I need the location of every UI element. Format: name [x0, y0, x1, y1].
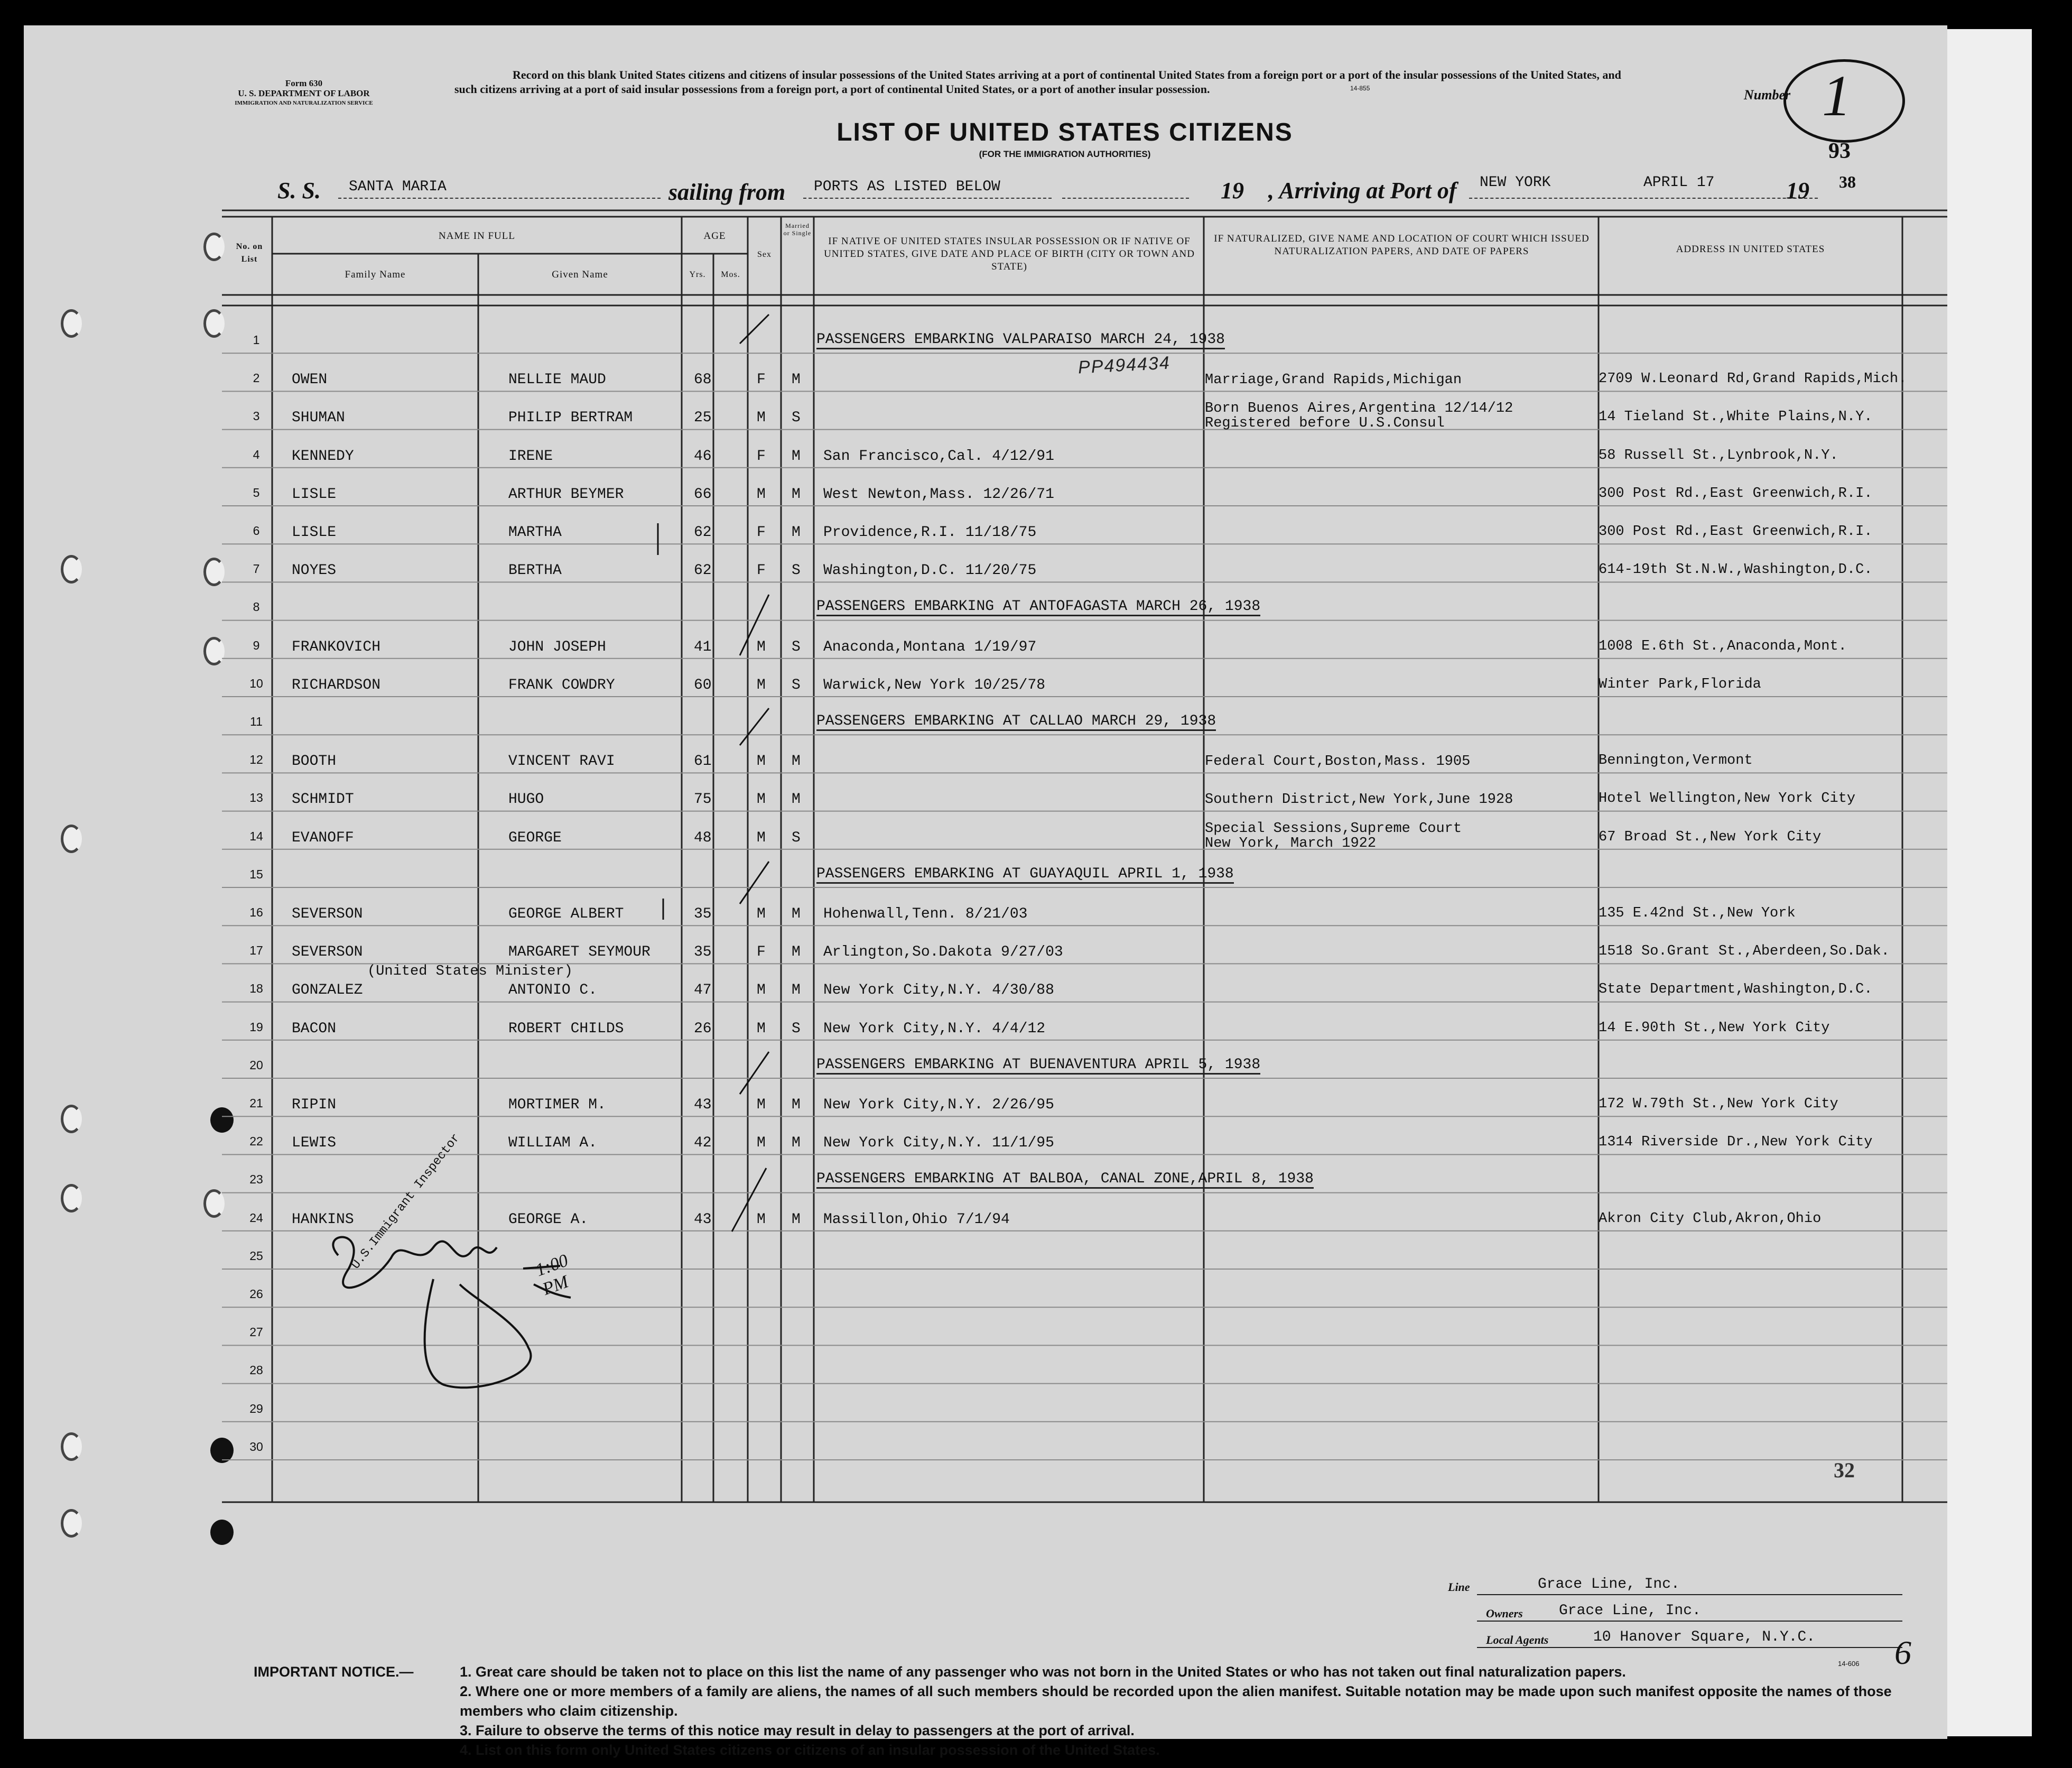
given-name: JOHN JOSEPH [508, 638, 606, 655]
marital-status: S [792, 677, 801, 693]
birth-info: Massillon,Ohio 7/1/94 [823, 1211, 1010, 1228]
notice-item: 4. List on this form only United States citizens or citizens of an insular possession of the United States. [460, 1742, 1160, 1758]
given-name: MARGARET SEYMOUR [508, 944, 651, 961]
ship-name: SANTA MARIA [349, 179, 447, 195]
marital-status: M [792, 906, 801, 922]
row-number: 29 [249, 1401, 263, 1415]
header-age: AGE [703, 230, 726, 242]
row-number: 28 [249, 1363, 263, 1377]
address: 300 Post Rd.,East Greenwich,R.I. [1599, 485, 1873, 502]
row-number: 23 [249, 1172, 263, 1187]
notice-item: 3. Failure to observe the terms of this notice may result in delay to passengers at the port of arrival. [460, 1723, 1135, 1738]
address: 14 Tieland St.,White Plains,N.Y. [1599, 409, 1873, 425]
row-number: 26 [249, 1287, 263, 1301]
address: 14 E.90th St.,New York City [1599, 1020, 1830, 1036]
row-number: 3 [253, 409, 260, 423]
family-name: GONZALEZ [292, 982, 363, 999]
marital-status: M [792, 524, 801, 541]
year-suffix: 38 [1839, 172, 1856, 191]
section-header: PASSENGERS EMBARKING AT BUENAVENTURA APRIL 5, 1938 [816, 1057, 1260, 1075]
age-years: 62 [694, 524, 712, 541]
address: Winter Park,Florida [1599, 676, 1761, 692]
number-value: 1 [1822, 63, 1851, 128]
age-years: 75 [694, 791, 712, 808]
age-years: 47 [694, 982, 712, 999]
bottom-form-code: 14-606 [1838, 1660, 1860, 1668]
row-number: 17 [249, 943, 263, 958]
line-value: Grace Line, Inc. [1538, 1576, 1680, 1593]
given-name: FRANK COWDRY [508, 677, 615, 693]
row-number: 10 [249, 676, 263, 690]
service-name: IMMIGRATION AND NATURALIZATION SERVICE [235, 100, 373, 106]
sex: F [757, 448, 766, 465]
age-years: 35 [694, 906, 712, 922]
family-name: SCHMIDT [292, 791, 354, 808]
row-number: 24 [249, 1210, 263, 1225]
address: 614-19th St.N.W.,Washington,D.C. [1599, 562, 1873, 578]
marital-status: M [792, 944, 801, 961]
naturalization-info: Southern District,New York,June 1928 [1205, 792, 1513, 808]
birth-info: New York City,N.Y. 2/26/95 [823, 1097, 1054, 1113]
top-form-code: 14-855 [1350, 85, 1370, 92]
marital-status: M [792, 372, 801, 388]
notice-item: 2. Where one or more members of a family are aliens, the names of all such members should be recorded upon the alien manifest. Suitable notation may be made upon such manifest opposite the names of those members who claim citizenship. [460, 1683, 1892, 1719]
given-name: NELLIE MAUD [508, 372, 606, 388]
header-family-name: Family Name [345, 269, 406, 280]
age-years: 48 [694, 829, 712, 846]
header-married: Married or Single [783, 222, 812, 237]
row-number: 21 [249, 1096, 263, 1110]
arrival-date: APRIL 17 [1643, 174, 1715, 191]
marital-status: M [792, 1135, 801, 1152]
given-name: IRENE [508, 448, 553, 465]
address: Hotel Wellington,New York City [1599, 791, 1856, 807]
age-years: 62 [694, 562, 712, 579]
header-birth: IF NATIVE OF UNITED STATES INSULAR POSSESSION OR IF NATIVE OF UNITED STATES, GIVE DATE AND PLACE OF BIRTH (CITY OR TOWN AND STATE) [824, 236, 1195, 272]
age-years: 60 [694, 677, 712, 693]
year-prefix: 19 [1221, 178, 1244, 203]
birth-info: Hohenwall,Tenn. 8/21/03 [823, 906, 1028, 922]
family-name: OWEN [292, 372, 328, 388]
marital-status: S [792, 829, 801, 846]
family-name: RICHARDSON [292, 677, 381, 693]
given-name: ANTONIO C. [508, 982, 598, 999]
header-name-in-full: NAME IN FULL [439, 230, 515, 242]
row-number: 9 [253, 638, 260, 652]
sex: M [757, 982, 766, 999]
family-name: BACON [292, 1020, 337, 1037]
address: 1518 So.Grant St.,Aberdeen,So.Dak. [1599, 943, 1890, 960]
sex: M [757, 791, 766, 808]
row-number: 22 [249, 1134, 263, 1149]
section-header: PASSENGERS EMBARKING AT BALBOA, CANAL ZONE,APRIL 8, 1938 [816, 1171, 1314, 1189]
sailing-label: sailing from [668, 179, 786, 205]
sheet-number: 93 [1828, 139, 1851, 163]
family-name: LISLE [292, 524, 337, 541]
header-sex: Sex [757, 250, 772, 259]
given-name: WILLIAM A. [508, 1135, 598, 1152]
address: 2709 W.Leonard Rd,Grand Rapids,Mich. [1599, 371, 1907, 387]
time-note: 1:00 PM [533, 1251, 571, 1300]
family-name: HANKINS [292, 1211, 354, 1228]
address: 58 Russell St.,Lynbrook,N.Y. [1599, 447, 1838, 464]
sex: M [757, 486, 766, 503]
birth-info: Warwick,New York 10/25/78 [823, 677, 1046, 693]
family-name: SEVERSON [292, 906, 363, 922]
section-header: PASSENGERS EMBARKING AT CALLAO MARCH 29, 1938 [816, 714, 1216, 731]
given-name: ROBERT CHILDS [508, 1020, 624, 1037]
family-name: FRANKOVICH [292, 638, 381, 655]
row-number: 20 [249, 1058, 263, 1072]
marital-status: M [792, 1097, 801, 1113]
marital-status: M [792, 1211, 801, 1228]
family-name: RIPIN [292, 1097, 337, 1113]
marital-status: M [792, 982, 801, 999]
age-years: 68 [694, 372, 712, 388]
sailing-from: PORTS AS LISTED BELOW [814, 179, 1000, 195]
given-name: MARTHA [508, 524, 562, 541]
given-name: GEORGE [508, 829, 562, 846]
agents-label: Local Agents [1486, 1633, 1549, 1646]
line-label: Line [1448, 1580, 1470, 1594]
sex: F [757, 944, 766, 961]
row-number: 13 [249, 791, 263, 805]
row-number: 27 [249, 1325, 263, 1339]
row-number: 25 [249, 1248, 263, 1263]
row-number: 11 [250, 715, 263, 728]
age-years: 61 [694, 753, 712, 770]
section-header: PASSENGERS EMBARKING VALPARAISO MARCH 24, 1938 [816, 332, 1225, 349]
given-name: GEORGE ALBERT [508, 906, 624, 922]
row-number: 14 [249, 829, 263, 843]
birth-info: Providence,R.I. 11/18/75 [823, 524, 1037, 541]
sex: M [757, 638, 766, 655]
naturalization-info: Special Sessions,Supreme Court [1205, 820, 1462, 837]
family-name: LISLE [292, 486, 337, 503]
address: Akron City Club,Akron,Ohio [1599, 1210, 1822, 1227]
sex: M [757, 1135, 766, 1152]
naturalization-info: Federal Court,Boston,Mass. 1905 [1205, 754, 1471, 770]
marital-status: S [792, 1020, 801, 1037]
row-number: 7 [253, 562, 260, 576]
given-name: GEORGE A. [508, 1211, 589, 1228]
family-name: EVANOFF [292, 829, 354, 846]
header-address: ADDRESS IN UNITED STATES [1676, 244, 1825, 255]
page-number: 32 [1834, 1458, 1855, 1482]
age-years: 41 [694, 638, 712, 655]
birth-info: New York City,N.Y. 4/4/12 [823, 1020, 1046, 1037]
ss-label: S. S. [277, 178, 321, 203]
birth-info: Arlington,So.Dakota 9/27/03 [823, 944, 1063, 961]
department-name: U. S. DEPARTMENT OF LABOR [238, 88, 370, 98]
family-name: SEVERSON [292, 944, 363, 961]
birth-info: Anaconda,Montana 1/19/97 [823, 638, 1037, 655]
family-name: NOYES [292, 562, 337, 579]
sex: M [757, 1211, 766, 1228]
birth-info: West Newton,Mass. 12/26/71 [823, 486, 1054, 503]
given-name: MORTIMER M. [508, 1097, 606, 1113]
given-name: ARTHUR BEYMER [508, 486, 624, 503]
address: 67 Broad St.,New York City [1599, 829, 1822, 845]
family-name: LEWIS [292, 1135, 337, 1152]
naturalization-info: Born Buenos Aires,Argentina 12/14/12 [1205, 401, 1513, 417]
marital-status: S [792, 410, 801, 427]
inspector-title: U.S.Immigrant Inspector [349, 1131, 463, 1272]
header-no-on-list: No. on List [236, 242, 263, 264]
family-name: BOOTH [292, 753, 337, 770]
marital-status: M [792, 791, 801, 808]
marital-status: S [792, 562, 801, 579]
header-yrs: Yrs. [689, 270, 706, 279]
sex: M [757, 410, 766, 427]
form-title: LIST OF UNITED STATES CITIZENS [837, 118, 1293, 146]
form-subtitle: (FOR THE IMMIGRATION AUTHORITIES) [979, 149, 1151, 159]
sex: F [757, 372, 766, 388]
birth-info: San Francisco,Cal. 4/12/91 [823, 448, 1054, 465]
section-header: PASSENGERS EMBARKING AT ANTOFAGASTA MARCH 26, 1938 [816, 599, 1260, 616]
age-years: 26 [694, 1020, 712, 1037]
sex: M [757, 1097, 766, 1113]
number-label: Number [1744, 87, 1791, 103]
arriving-label: , Arriving at Port of [1268, 178, 1457, 203]
row-number: 16 [249, 905, 263, 919]
naturalization-info: Marriage,Grand Rapids,Michigan [1205, 372, 1462, 388]
given-name: BERTHA [508, 562, 562, 579]
family-name: KENNEDY [292, 448, 354, 465]
arrival-port: NEW YORK [1480, 174, 1551, 191]
age-years: 66 [694, 486, 712, 503]
address: 135 E.42nd St.,New York [1599, 905, 1796, 921]
minister-note: (United States Minister) [367, 964, 573, 979]
birth-info: New York City,N.Y. 4/30/88 [823, 982, 1054, 999]
naturalization-info: New York, March 1922 [1205, 835, 1377, 851]
age-years: 43 [694, 1097, 712, 1113]
form-number: Form 630 [285, 78, 323, 88]
address: 1314 Riverside Dr.,New York City [1599, 1134, 1873, 1151]
header-mos: Mos. [721, 270, 740, 279]
sex: F [757, 562, 766, 579]
row-number: 19 [249, 1020, 263, 1034]
marital-status: S [792, 638, 801, 655]
row-number: 4 [253, 447, 260, 461]
notice-list [460, 1662, 1908, 1760]
header-given-name: Given Name [552, 269, 608, 280]
row-number: 15 [249, 867, 263, 881]
address: 300 Post Rd.,East Greenwich,R.I. [1599, 524, 1873, 540]
owners-value: Grace Line, Inc. [1559, 1603, 1701, 1619]
marital-status: M [792, 753, 801, 770]
sex: M [757, 753, 766, 770]
row-number: 1 [253, 333, 260, 347]
given-name: PHILIP BERTRAM [508, 410, 633, 427]
marital-status: M [792, 448, 801, 465]
address: State Department,Washington,D.C. [1599, 982, 1873, 998]
sex: M [757, 829, 766, 846]
sex: M [757, 1020, 766, 1037]
address: 172 W.79th St.,New York City [1599, 1096, 1838, 1112]
header-naturalized: IF NATURALIZED, GIVE NAME AND LOCATION OF COURT WHICH ISSUED NATURALIZATION PAPERS, AND DATE OF PAPERS [1214, 233, 1590, 257]
row-number: 12 [249, 753, 263, 767]
address: Bennington,Vermont [1599, 753, 1753, 769]
sex: M [757, 677, 766, 693]
given-name: HUGO [508, 791, 544, 808]
corner-number: 6 [1894, 1634, 1911, 1671]
age-years: 43 [694, 1211, 712, 1228]
age-years: 46 [694, 448, 712, 465]
given-name: VINCENT RAVI [508, 753, 615, 770]
notice-title: IMPORTANT NOTICE.— [254, 1664, 414, 1680]
birth-info: Washington,D.C. 11/20/75 [823, 562, 1037, 579]
row-number: 8 [253, 600, 260, 614]
marital-status: M [792, 486, 801, 503]
notice-item: 1. Great care should be taken not to place on this list the name of any passenger who was not born in the United States or who has not taken out final naturalization papers. [460, 1664, 1626, 1680]
row-number: 6 [253, 524, 260, 538]
sex: M [757, 906, 766, 922]
address: 1008 E.6th St.,Anaconda,Mont. [1599, 638, 1847, 654]
age-years: 35 [694, 944, 712, 961]
row-number: 5 [253, 485, 260, 499]
row-number: 30 [249, 1439, 263, 1454]
age-years: 42 [694, 1135, 712, 1152]
section-header: PASSENGERS EMBARKING AT GUAYAQUIL APRIL 1, 1938 [816, 866, 1234, 884]
stamp-code: PP494434 [1077, 353, 1171, 378]
row-number: 2 [253, 371, 260, 385]
agents-value: 10 Hanover Square, N.Y.C. [1593, 1629, 1816, 1645]
row-number: 18 [249, 982, 263, 996]
family-name: SHUMAN [292, 410, 345, 427]
sex: F [757, 524, 766, 541]
year-prefix-2: 19 [1786, 178, 1809, 203]
naturalization-info: Registered before U.S.Consul [1205, 415, 1445, 432]
birth-info: New York City,N.Y. 11/1/95 [823, 1135, 1054, 1152]
form-instruction: Record on this blank United States citizens and citizens of insular possessions of the United States arriving at a port of continental United States from a foreign port or a port of the insular possessions of the United States, and such citizens arriving at a port of said insular possessions from a foreign port, a port of continental United States, or a port of another insular possession. [454, 68, 1621, 96]
age-years: 25 [694, 410, 712, 427]
owners-label: Owners [1486, 1607, 1523, 1620]
